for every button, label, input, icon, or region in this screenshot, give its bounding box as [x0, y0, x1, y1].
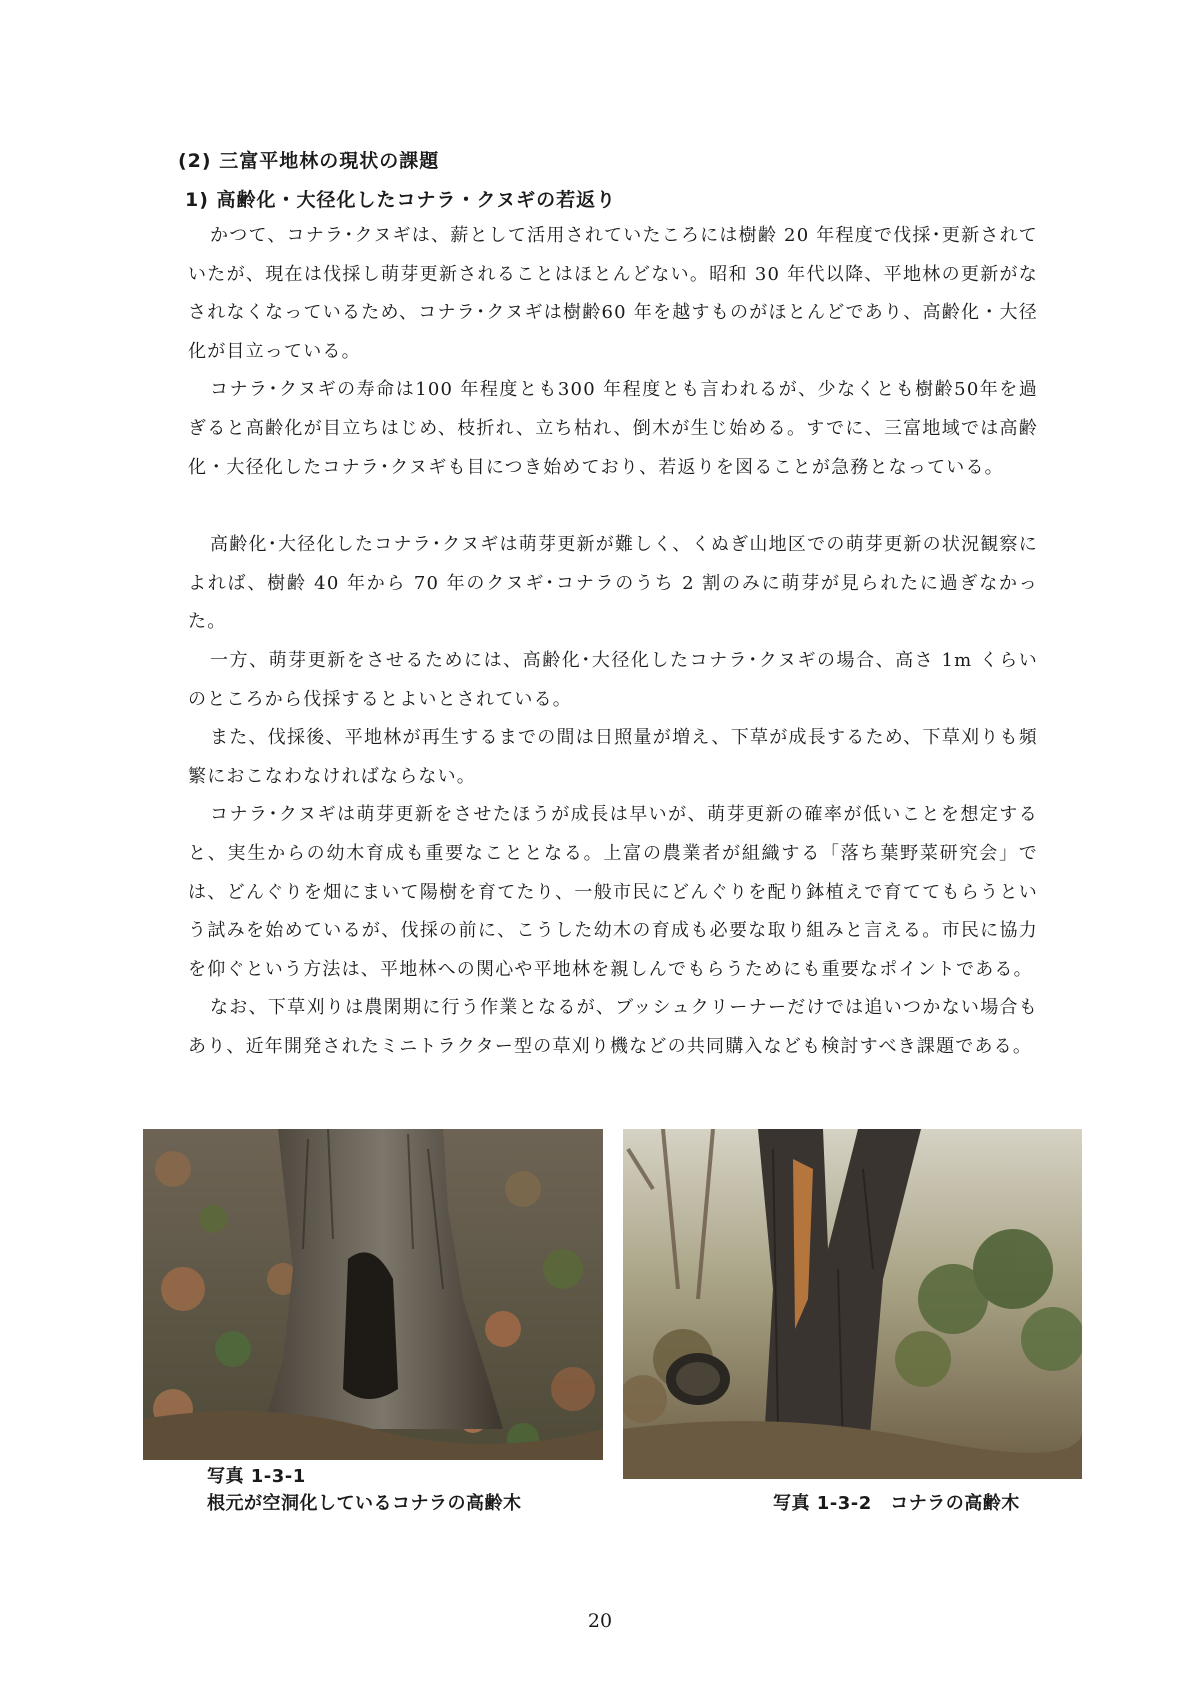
section-heading: (2) 三富平地林の現状の課題	[178, 150, 440, 172]
paragraph: コナラ･クヌギの寿命は100 年程度とも300 年程度とも言われるが、少なくとも樹齢50年を過ぎると高齢化が目立ちはじめ、枝折れ、立ち枯れ、倒木が生じ始める。すでに、三富地域では高齢化・大径化したコナラ･クヌギも目につき始めており、若返りを図ることが急務となっている。	[188, 379, 1038, 478]
paragraph: かつて、コナラ･クヌギは、薪として活用されていたころには樹齢 20 年程度で伐採･更新されていたが、現在は伐採し萌芽更新されることはほとんどない。昭和 30 年代以降、平地林の更新がなされなくなっているため、コナラ･クヌギは樹齢60 年を越すものがほとんどであり、高齢化・大径化が目立っている。	[188, 225, 1038, 362]
photo-caption-1-number: 写真 1-3-1	[207, 1466, 306, 1487]
photo-caption-1-text: 根元が空洞化しているコナラの高齢木	[207, 1493, 522, 1514]
subsection-heading: 1) 高齢化・大径化したコナラ・クヌギの若返り	[185, 189, 617, 211]
photo-caption-2: 写真 1-3-2 コナラの高齢木	[773, 1493, 1020, 1514]
paragraph: 一方、萌芽更新をさせるためには、高齢化･大径化したコナラ･クヌギの場合、高さ 1m くらいのところから伐採するとよいとされている。	[188, 649, 1038, 710]
paragraph: なお、下草刈りは農閑期に行う作業となるが、ブッシュクリーナーだけでは追いつかない場合もあり、近年開発されたミニトラクター型の草刈り機などの共同購入なども検討すべき課題である。	[188, 997, 1038, 1057]
body-text	[188, 217, 1038, 1066]
paragraph: コナラ･クヌギは萌芽更新をさせたほうが成長は早いが、萌芽更新の確率が低いことを想定すると、実生からの幼木育成も重要なこととなる。上富の農業者が組織する「落ち葉野菜研究会」では、どんぐりを畑にまいて陽樹を育てたり、一般市民にどんぐりを配り鉢植えで育ててもらうという試みを始めているが、伐採の前に、こうした幼木の育成も必要な取り組みと言える。市民に協力を仰ぐという方法は、平地林への関心や平地林を親しんでもらうためにも重要なポイントである。	[188, 804, 1038, 980]
page-number: 20	[587, 1610, 613, 1632]
photo-hollow-trunk	[143, 1129, 603, 1460]
photo-old-konara	[623, 1129, 1082, 1479]
paragraph: また、伐採後、平地林が再生するまでの間は日照量が増え、下草が成長するため、下草刈りも頻繁におこなわなければならない。	[188, 727, 1038, 787]
paragraph: 高齢化･大径化したコナラ･クヌギは萌芽更新が難しく、くぬぎ山地区での萌芽更新の状況観察によれば、樹齢 40 年から 70 年のクヌギ･コナラのうち 2 割のみに萌芽が見られたに過ぎなかった。	[188, 534, 1038, 633]
